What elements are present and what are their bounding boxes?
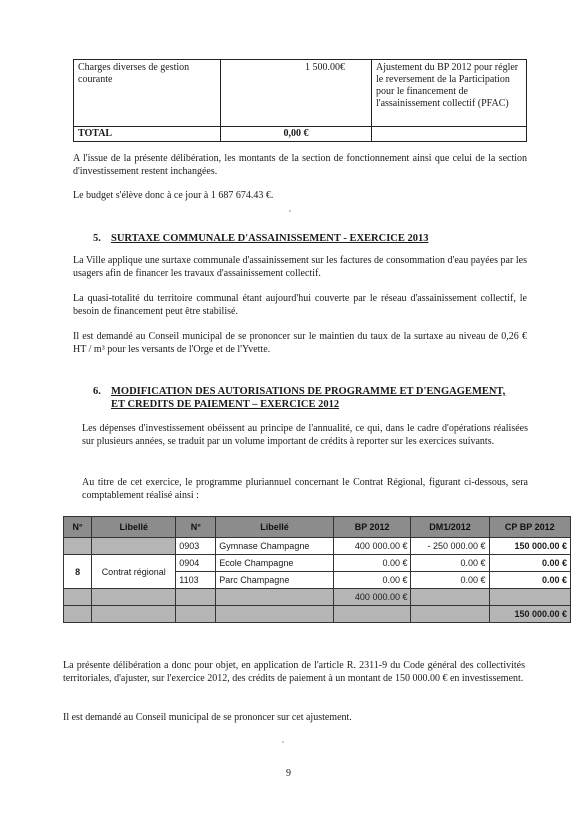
subtotal-row [64, 589, 571, 606]
row-amount: 1 500.00€ [221, 60, 372, 127]
op-code: 0904 [176, 555, 216, 572]
op-cp: 0.00 € [489, 555, 570, 572]
op-label: Ecole Champagne [216, 555, 334, 572]
total-cp: 150 000.00 € [489, 606, 570, 623]
op-dm: 0.00 € [411, 572, 489, 589]
section-title-line1: MODIFICATION DES AUTORISATIONS DE PROGRAMME ET D'ENGAGEMENT, [111, 386, 506, 397]
op-bp: 0.00 € [333, 572, 411, 589]
header-label: Libellé [92, 517, 176, 538]
row-note: Ajustement du BP 2012 pour régler le reversement de la Participation pour le financement de l'assainissement collectif (PFAC) [372, 60, 527, 127]
scan-speck [282, 741, 284, 743]
subtotal-bp: 400 000.00 € [333, 589, 411, 606]
contrat-regional-table [63, 516, 571, 623]
op-dm: 0.00 € [411, 555, 489, 572]
table-header-row [64, 517, 571, 538]
spacer-cell [411, 589, 489, 606]
row-label: Charges diverses de gestion courante [74, 60, 221, 127]
table-row [64, 555, 571, 572]
spacer-cell [92, 589, 176, 606]
total-amount: 0,00 € [221, 127, 372, 142]
op-cp: 150 000.00 € [489, 538, 570, 555]
spacer-cell [176, 589, 216, 606]
op-code: 0903 [176, 538, 216, 555]
op-bp: 0.00 € [333, 555, 411, 572]
section-number: 6. [93, 386, 101, 397]
paragraph-objet: La présente délibération a donc pour objet, en application de l'article R. 2311-9 du Code général des collectivités territoriales, d'ajuster, sur l'exercice 2012, des crédits de paiement à un montant de 150 000.00 € en investissement. [63, 660, 525, 684]
spacer-cell [92, 538, 176, 555]
total-row [74, 127, 527, 142]
spacer-cell [216, 606, 334, 623]
op-label: Parc Champagne [216, 572, 334, 589]
op-label: Gymnase Champagne [216, 538, 334, 555]
op-bp: 400 000.00 € [333, 538, 411, 555]
header-label: Libellé [216, 517, 334, 538]
header-bp2012: BP 2012 [333, 517, 411, 538]
paragraph-programme: Au titre de cet exercice, le programme pluriannuel concernant le Contrat Régional, figurant ci-dessous, sera comptablement réalisé ainsi : [82, 477, 528, 501]
section-title: SURTAXE COMMUNALE D'ASSAINISSEMENT - EXERCICE 2013 [111, 233, 429, 244]
paragraph-budget-total: Le budget s'élève donc à ce jour à 1 687 674.43 €. [73, 190, 274, 201]
table-row [74, 60, 527, 127]
paragraph-territory: La quasi-totalité du territoire communal étant aujourd'hui couverte par le réseau d'assainissement collectif, le besoin de financement peut être stabilisé. [73, 293, 527, 317]
total-note [372, 127, 527, 142]
header-num: N° [64, 517, 92, 538]
page-number: 9 [286, 768, 291, 779]
paragraph-rate: Il est demandé au Conseil municipal de se prononcer sur le maintien du taux de la surtaxe au niveau de 0,26 € HT / m³ pour les versants de l'Orge et de l'Yvette. [73, 331, 527, 355]
paragraph-surtaxe: La Ville applique une surtaxe communale d'assainissement sur les factures de consommation d'eau payées par les usagers afin de financer les travaux d'assainissement collectif. [73, 255, 527, 279]
budget-adjustment-table [73, 59, 527, 142]
header-code: N° [176, 517, 216, 538]
scan-speck [289, 210, 291, 212]
section-6-heading [93, 385, 533, 413]
spacer-cell [64, 589, 92, 606]
paragraph-unchanged: A l'issue de la présente délibération, les montants de la section de fonctionnement ainsi que celui de la section d'investissement restent inchangées. [73, 153, 527, 177]
spacer-cell [333, 606, 411, 623]
op-code: 1103 [176, 572, 216, 589]
spacer-cell [489, 589, 570, 606]
group-number: 8 [64, 555, 92, 589]
table-row [64, 538, 571, 555]
op-cp: 0.00 € [489, 572, 570, 589]
spacer-cell [216, 589, 334, 606]
spacer-cell [92, 606, 176, 623]
total-label: TOTAL [74, 127, 221, 142]
spacer-cell [64, 606, 92, 623]
paragraph-conclusion: Il est demandé au Conseil municipal de se prononcer sur cet ajustement. [63, 712, 352, 723]
total-row [64, 606, 571, 623]
paragraph-annualite: Les dépenses d'investissement obéissent au principe de l'annualité, ce qui, dans le cadre d'opérations réalisées sur plusieurs années, se traduit par un volume important de crédits à reporter sur les exercices suivants. [82, 423, 528, 447]
spacer-cell [411, 606, 489, 623]
spacer-cell [64, 538, 92, 555]
spacer-cell [176, 606, 216, 623]
header-cp: CP BP 2012 [489, 517, 570, 538]
header-dm1: DM1/2012 [411, 517, 489, 538]
op-dm: - 250 000.00 € [411, 538, 489, 555]
group-label: Contrat régional [92, 555, 176, 589]
section-number: 5. [93, 233, 101, 244]
section-title-line2: ET CREDITS DE PAIEMENT – EXERCICE 2012 [111, 399, 340, 410]
